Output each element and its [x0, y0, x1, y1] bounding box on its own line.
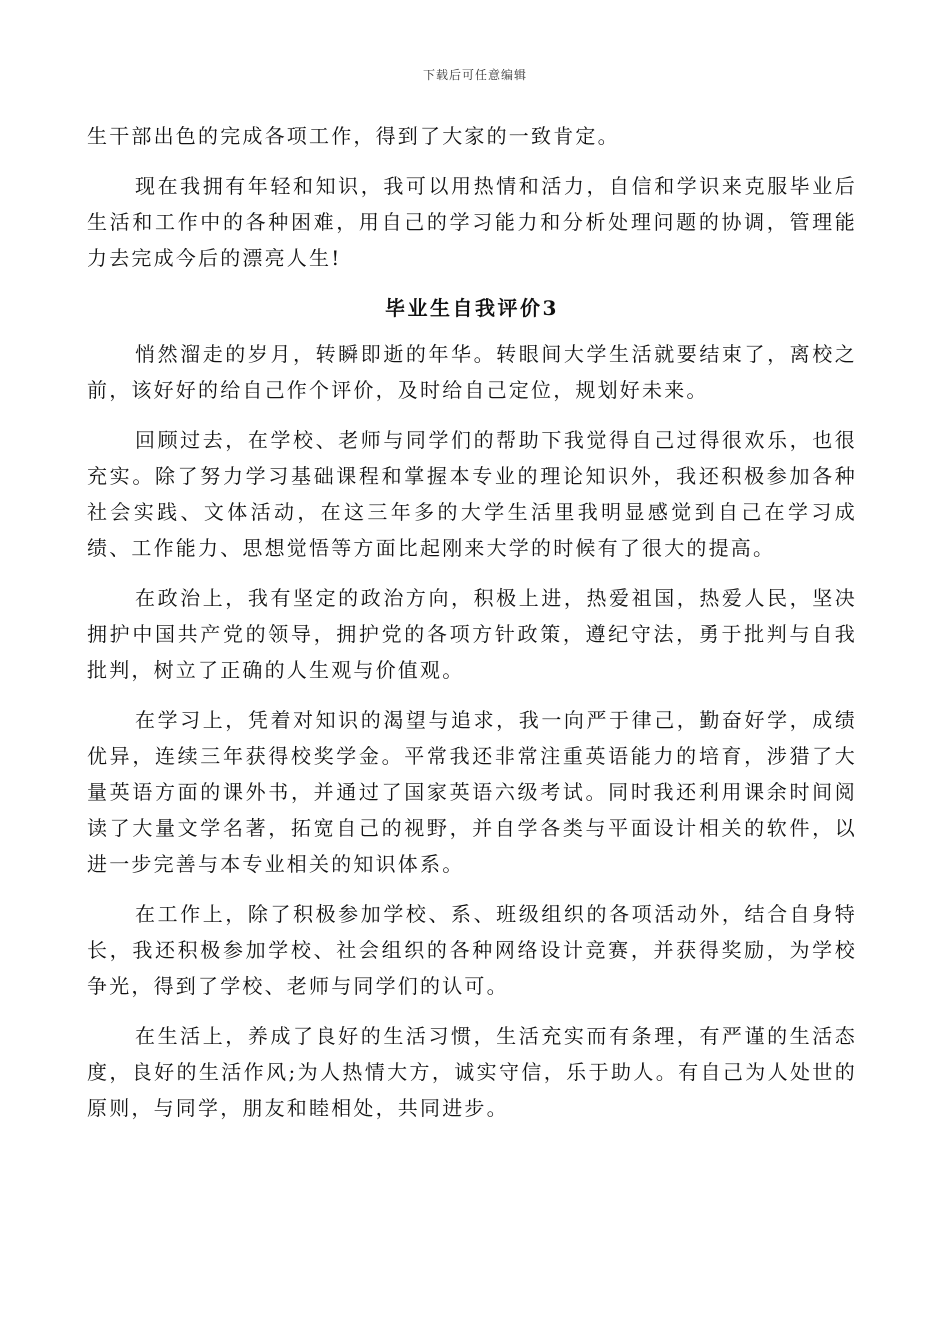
paragraph-life: 在生活上，养成了良好的生活习惯，生活充实而有条理，有严谨的生活态度，良好的生活作风;为人热情大方，诚实守信，乐于助人。有自己为人处世的原则，与同学，朋友和睦相处，共同进步。 — [87, 1024, 857, 1120]
paragraph-politics: 在政治上，我有坚定的政治方向，积极上进，热爱祖国，热爱人民，坚决拥护中国共产党的领导，拥护党的各项方针政策，遵纪守法，勇于批判与自我批判，树立了正确的人生观与价值观。 — [87, 586, 857, 682]
paragraph-review: 回顾过去，在学校、老师与同学们的帮助下我觉得自己过得很欢乐，也很充实。除了努力学习基础课程和掌握本专业的理论知识外，我还积极参加各种社会实践、文体活动，在这三年多的大学生活里我明显感觉到自己在学习成绩、工作能力、思想觉悟等方面比起刚来大学的时候有了很大的提高。 — [87, 428, 857, 560]
paragraph-conclusion: 现在我拥有年轻和知识，我可以用热情和活力，自信和学识来克服毕业后生活和工作中的各种困难，用自己的学习能力和分析处理问题的协调，管理能力去完成今后的漂亮人生! — [87, 174, 857, 270]
paragraph-work: 在工作上，除了积极参加学校、系、班级组织的各项活动外，结合自身特长，我还积极参加学校、社会组织的各种网络设计竞赛，并获得奖励，为学校争光，得到了学校、老师与同学们的认可。 — [87, 902, 857, 998]
header-note: 下载后可任意编辑 — [422, 68, 527, 82]
paragraph-study: 在学习上，凭着对知识的渴望与追求，我一向严于律己，勤奋好学，成绩优异，连续三年获得校奖学金。平常我还非常注重英语能力的培育，涉猎了大量英语方面的课外书，并通过了国家英语六级考试。同时我还利用课余时间阅读了大量文学名著，拓宽自己的视野，并自学各类与平面设计相关的软件，以进一步完善与本专业相关的知识体系。 — [87, 708, 857, 876]
document-body — [87, 118, 857, 1140]
paragraph-continuation: 生干部出色的完成各项工作，得到了大家的一致肯定。 — [87, 124, 620, 148]
paragraph-intro: 悄然溜走的岁月，转瞬即逝的年华。转眼间大学生活就要结束了，离校之前，该好好的给自己作个评价，及时给自己定位，规划好未来。 — [87, 342, 857, 402]
section-title: 毕业生自我评价3 — [385, 296, 559, 320]
